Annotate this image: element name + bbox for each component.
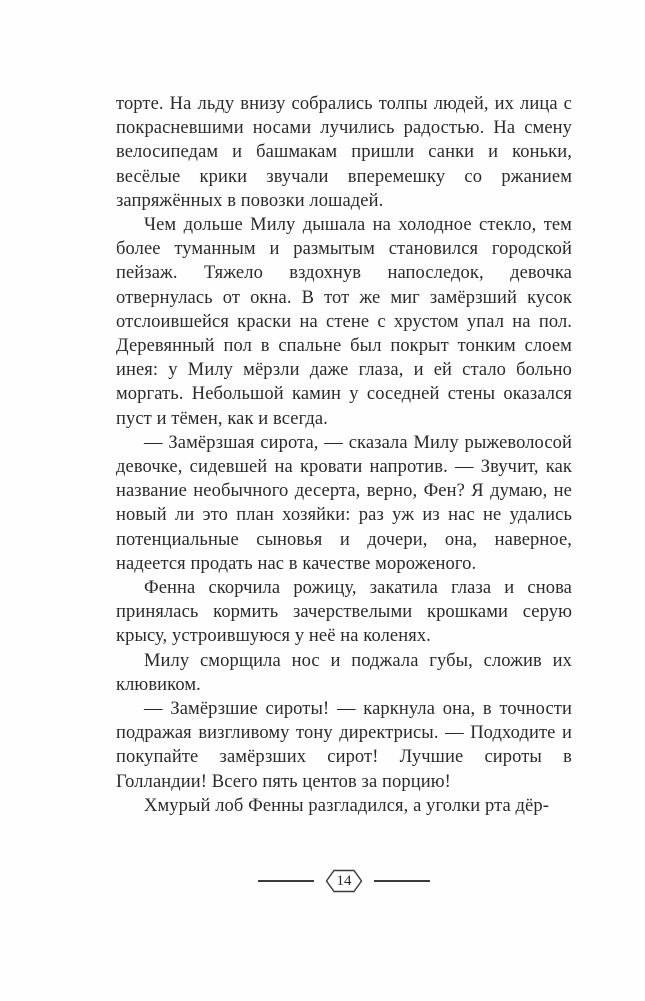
paragraph: Фенна скорчила рожицу, закатила глаза и снова принялась кормить зачерствелыми крошками серую крысу, устроившуюся у неё на коленях.: [116, 578, 572, 647]
footer-rule-right: [374, 880, 430, 881]
text-block: [116, 92, 572, 818]
page-number-badge: [325, 869, 363, 893]
page-number: 14: [336, 873, 352, 889]
paragraph: — Замёрзшие сироты! — каркнула она, в точности подражая визгливому тону директрисы. — Подходите и покупайте замёрзших сирот! Лучшие сироты в Голландии! Всего пять центов за порцию!: [116, 699, 572, 792]
paragraph: — Замёрзшая сирота, — сказала Милу рыжеволосой девочке, сидевшей на кровати напротив. — Звучит, как название необычного десерта, верно, Фен? Я думаю, не новый ли это план хозяйки: раз уж из нас не удались потенциальные сыновья и дочери, она, наверное, надеется продать нас в качестве мороженого.: [116, 432, 572, 574]
page-footer: [116, 869, 572, 893]
paragraph: торте. На льду внизу собрались толпы людей, их лица с покрасневшими носами лучились радостью. На смену велосипедам и башмакам пришли санки и коньки, весёлые крики звучали вперемешку со ржанием запряжённых в повозки лошадей.: [116, 94, 572, 211]
paragraph: Милу сморщила нос и поджала губы, сложив их клювиком.: [116, 650, 572, 695]
footer-rule-left: [258, 880, 314, 881]
paragraph: Хмурый лоб Фенны разгладился, а уголки рта дёр-: [144, 795, 549, 816]
paragraph: Чем дольше Милу дышала на холодное стекло, тем более туманным и размытым становился городской пейзаж. Тяжело вздохнув напоследок, девочка отвернулась от окна. В тот же миг замёрзший кусок отслоившейся краски на стене с хрустом упал на пол. Деревянный пол в спальне был покрыт тонким слоем инея: у Милу мёрзли даже глаза, и ей стало больно моргать. Небольшой камин у соседней стены оказался пуст и тёмен, как и всегда.: [116, 215, 572, 429]
